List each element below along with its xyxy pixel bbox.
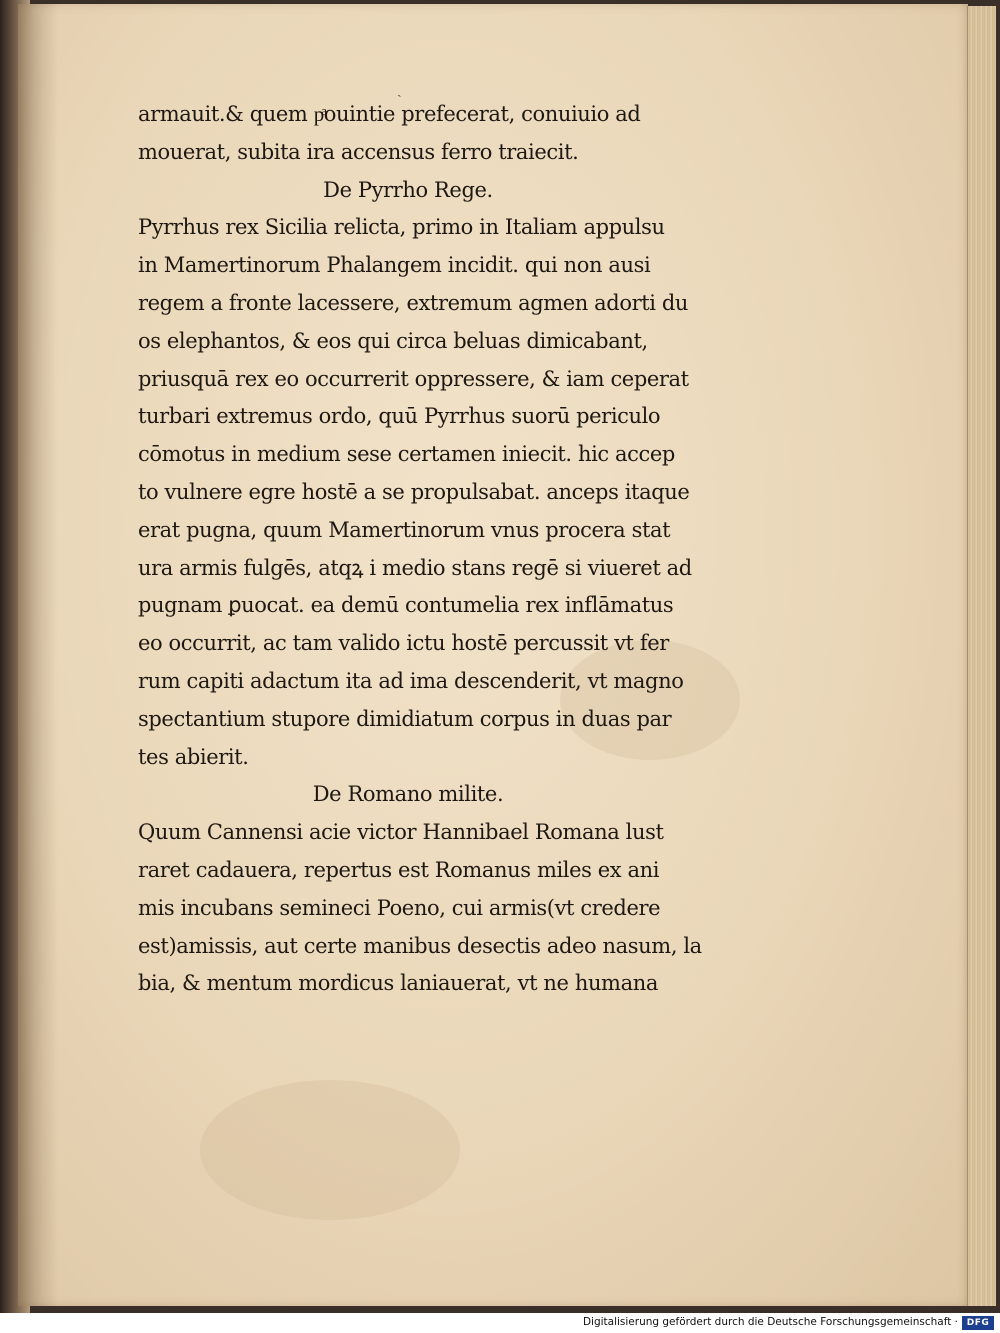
text-line: est)amissis, aut certe manibus desectis adeo nasum, la: [138, 933, 702, 958]
text-line: ura armis fulgēs, atqꝝ i medio stans regē si viueret ad: [138, 555, 692, 580]
text-line: eo occurrit, ac tam valido ictu hostē percussit vt fer: [138, 631, 669, 656]
text-line: cōmotus in medium sese certamen iniecit. hic accep: [138, 442, 675, 467]
text-line: turbari extremus ordo, quū Pyrrhus suorū periculo: [138, 404, 661, 429]
dfg-logo: DFG: [962, 1316, 994, 1330]
text-line: mis incubans semineci Poeno, cui armis(vt credere: [138, 895, 661, 920]
text-line: tes abierit.: [138, 744, 249, 769]
text-line: to vulnere egre hostē a se propulsabat. anceps itaque: [138, 479, 690, 504]
text-line: mouerat, subita ira accensus ferro traiecit.: [138, 139, 579, 164]
text-line: spectantium stupore dimidiatum corpus in duas par: [138, 706, 672, 731]
text-line: in Mamertinorum Phalangem incidit. qui non ausi: [138, 253, 651, 278]
funding-credit: Digitalisierung gefördert durch die Deutsche Forschungsgemeinschaft ·: [582, 1316, 958, 1328]
signature-mark: ˎ: [397, 82, 402, 98]
text-line: regem a fronte lacessere, extremum agmen adorti du: [138, 290, 689, 315]
text-line: bia, & mentum mordicus laniauerat, vt ne humana: [138, 971, 658, 996]
text-line: armauit.& quem pͣouintie prefecerat, conuiuio ad: [138, 102, 641, 126]
text-line: rum capiti adactum ita ad ima descenderit, vt magno: [138, 668, 684, 693]
text-line: os elephantos, & eos qui circa beluas dimicabant,: [138, 328, 648, 353]
text-line: Quum Cannensi acie victor Hannibael Romana lust: [138, 820, 664, 845]
section-heading: De Romano milite.: [312, 782, 504, 807]
text-line: raret cadauera, repertus est Romanus miles ex ani: [138, 857, 660, 882]
page-stack-edge: [967, 6, 996, 1306]
gutter-shadow: [18, 4, 58, 1306]
paper-stain: [200, 1080, 460, 1220]
section-heading: De Pyrrho Rege.: [323, 177, 493, 202]
body-text: [138, 96, 702, 1003]
text-line: pugnam ꝑuocat. ea demū contumelia rex inflāmatus: [138, 593, 674, 618]
text-line: Pyrrhus rex Sicilia relicta, primo in Italiam appulsu: [138, 215, 665, 240]
text-line: priusquā rex eo occurrerit oppressere, & iam ceperat: [138, 366, 689, 391]
text-line: erat pugna, quum Mamertinorum vnus procera stat: [138, 517, 671, 542]
footer-bar: [0, 1313, 1000, 1333]
